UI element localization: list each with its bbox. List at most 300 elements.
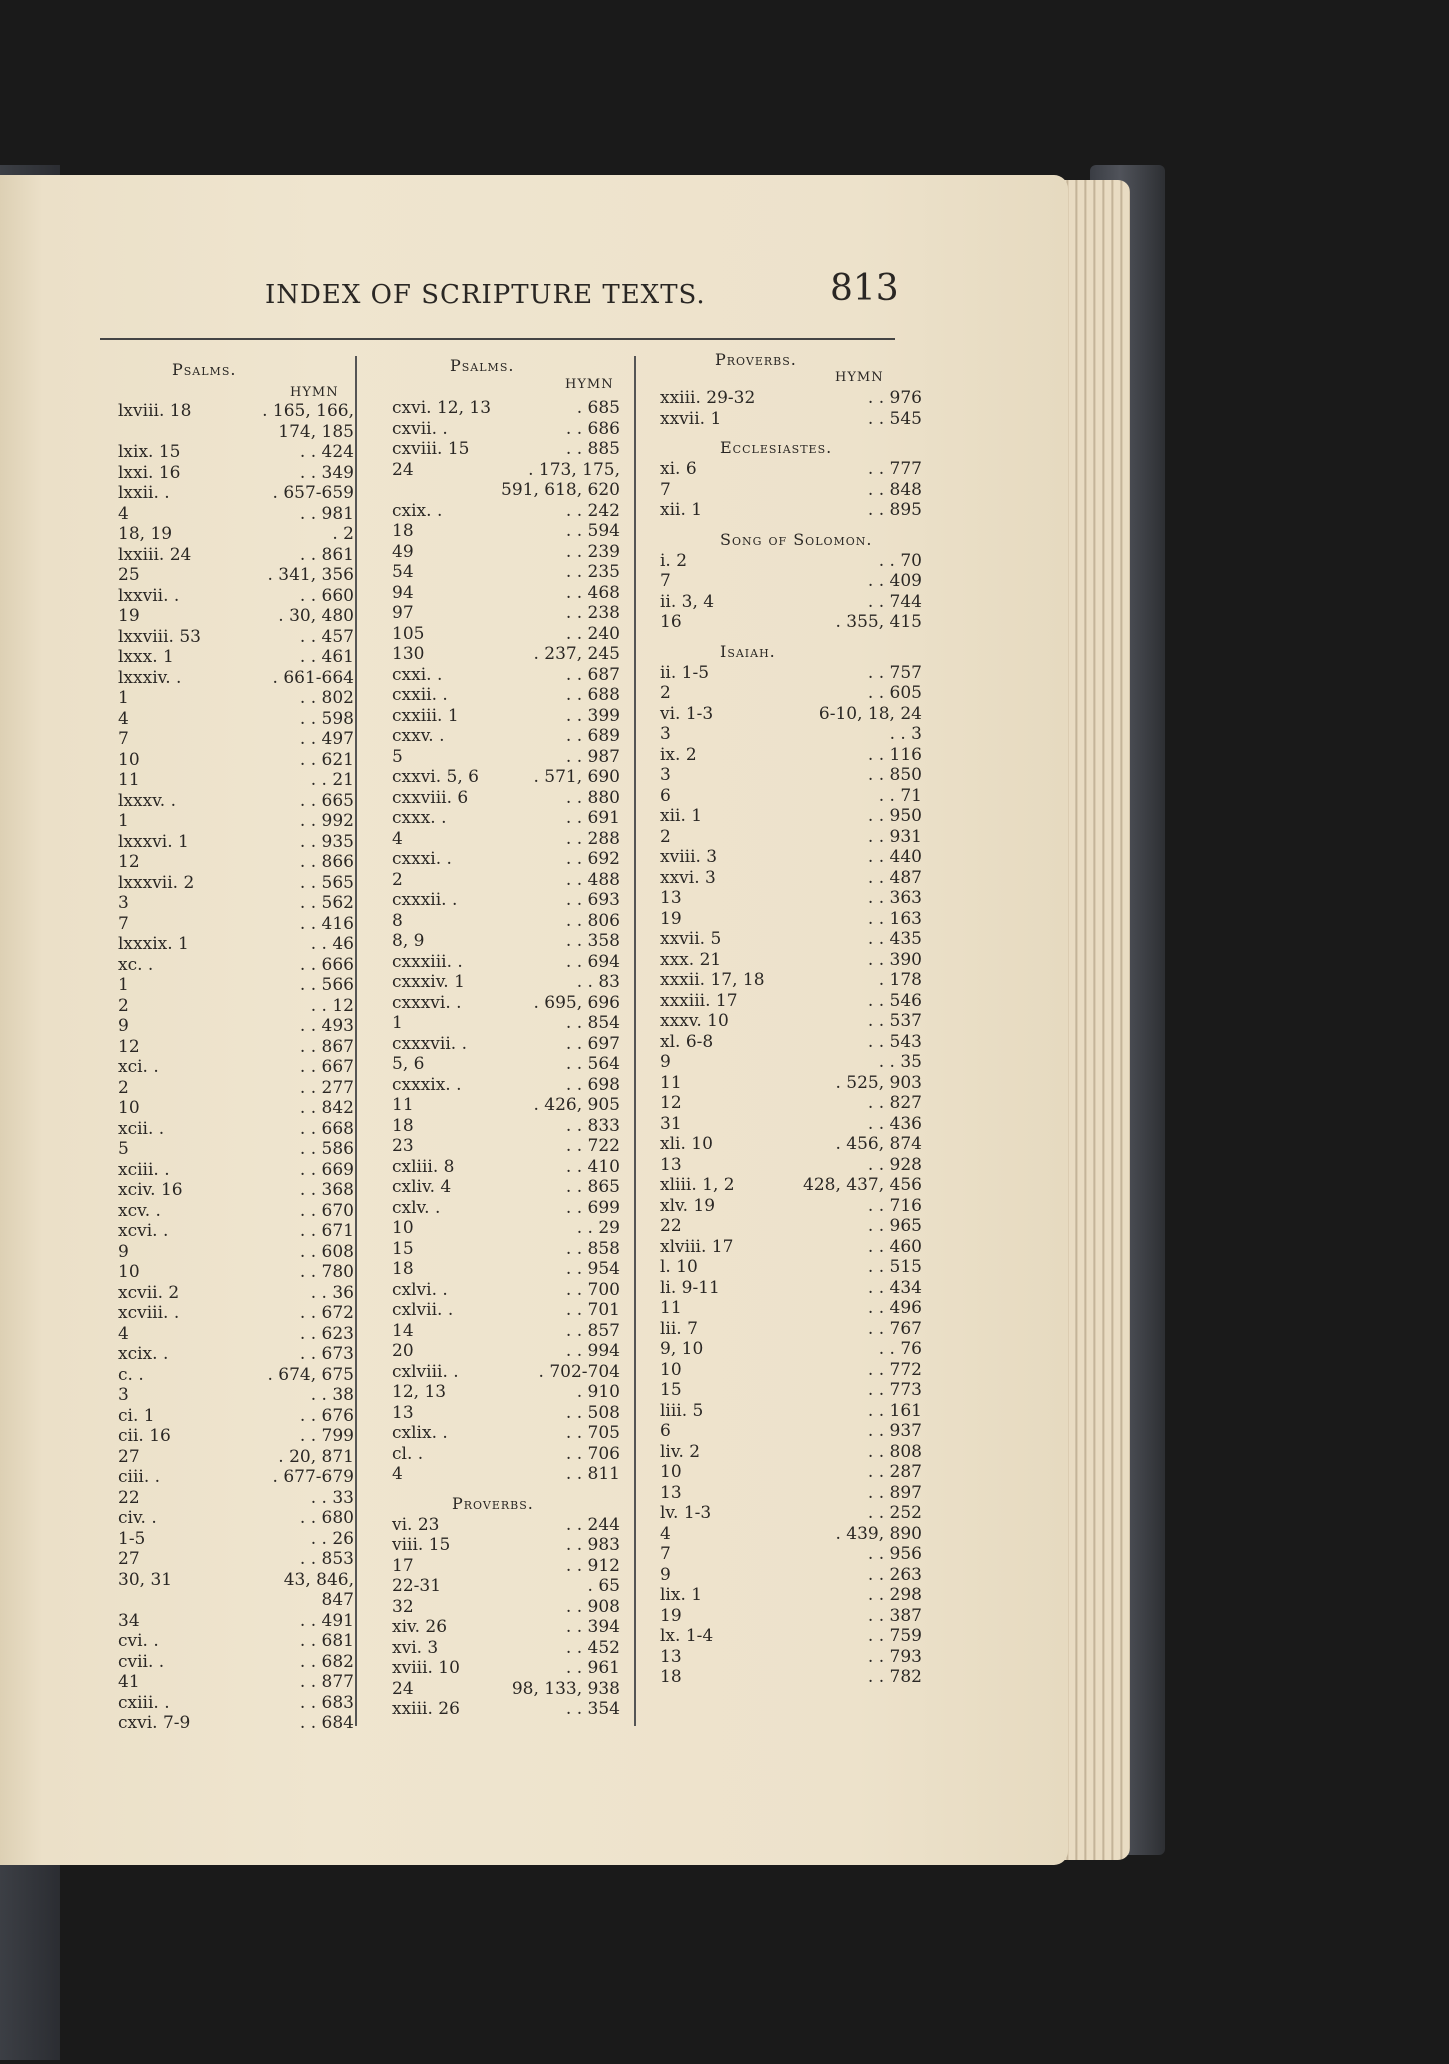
scripture-reference: 12 — [660, 1093, 682, 1113]
hymn-numbers: . . 937 — [867, 1421, 922, 1441]
hymn-numbers: . . 424 — [299, 442, 354, 462]
hymn-numbers: . . 705 — [565, 1423, 620, 1443]
hymn-numbers: . . 676 — [299, 1405, 354, 1426]
index-entry — [660, 592, 922, 613]
scripture-reference: xciii. . — [118, 1159, 170, 1180]
scripture-reference: 12, 13 — [392, 1382, 447, 1402]
scripture-reference: 15 — [392, 1238, 414, 1259]
index-entry — [118, 688, 358, 709]
index-entry — [392, 993, 624, 1014]
hymn-numbers: . . 866 — [299, 852, 354, 872]
scripture-reference: cxviii. 15 — [392, 439, 470, 459]
index-entry — [660, 724, 922, 745]
scripture-reference: 19 — [660, 908, 682, 929]
hymn-numbers: . . 358 — [565, 931, 620, 951]
hymn-numbers: . . 684 — [299, 1713, 354, 1733]
index-entry — [118, 1508, 358, 1529]
index-entry — [118, 1693, 358, 1714]
scripture-reference: 14 — [392, 1320, 414, 1341]
index-entry — [660, 1483, 922, 1504]
scripture-reference: l. 10 — [660, 1257, 698, 1277]
hymn-numbers: . . 564 — [565, 1054, 620, 1074]
scripture-reference: 2 — [118, 1077, 129, 1098]
scripture-reference: 41 — [118, 1672, 140, 1692]
index-entry — [392, 1280, 624, 1301]
scripture-reference: xcvi. . — [118, 1221, 169, 1241]
hymn-numbers: . . 699 — [565, 1197, 620, 1218]
index-entry — [660, 409, 922, 430]
scripture-reference: ci. 1 — [118, 1405, 155, 1426]
scripture-reference: 27 — [118, 1549, 140, 1569]
index-entry — [392, 1617, 624, 1638]
hymn-numbers: . . 854 — [565, 1013, 620, 1033]
hymn-numbers: . . 759 — [867, 1626, 922, 1646]
index-entry — [118, 1324, 358, 1345]
hymn-numbers: . . 116 — [867, 744, 922, 765]
scripture-reference: lxxvii. . — [118, 585, 180, 606]
scripture-reference: 3 — [118, 893, 129, 913]
hymn-numbers: . . 35 — [878, 1052, 922, 1072]
scripture-reference: 25 — [118, 565, 140, 585]
index-entry — [392, 1198, 624, 1219]
index-entry — [660, 1339, 922, 1360]
hymn-numbers: . . 161 — [867, 1400, 922, 1421]
section-heading-text: Ecclesiastes. — [720, 438, 833, 457]
hymn-numbers: . . 546 — [867, 990, 922, 1011]
scripture-reference: 18 — [392, 521, 414, 541]
scripture-reference: 22-31 — [392, 1576, 442, 1596]
hymn-numbers: . . 298 — [867, 1585, 922, 1605]
scripture-reference: cxxxiv. 1 — [392, 972, 465, 992]
hymn-numbers: . . 21 — [310, 770, 354, 790]
scripture-reference: xviii. 3 — [660, 847, 718, 867]
index-entry — [118, 606, 358, 627]
hymn-numbers: . 426, 905 — [533, 1095, 620, 1115]
hymn-numbers: . . 390 — [867, 949, 922, 970]
index-entry — [118, 975, 358, 996]
index-entry — [392, 1464, 624, 1485]
hymn-numbers: . 178 — [878, 970, 922, 990]
scripture-reference: 4 — [392, 828, 403, 849]
scripture-reference: 9 — [660, 1052, 671, 1072]
hymn-numbers: . . 744 — [867, 591, 922, 612]
hymn-numbers: . . 865 — [565, 1177, 620, 1197]
index-entry — [660, 612, 922, 633]
hymn-numbers: 43, 846, — [283, 1569, 354, 1590]
hymn-numbers: . . 681 — [299, 1631, 354, 1651]
scripture-reference: xcvii. 2 — [118, 1282, 180, 1303]
scripture-reference: 2 — [118, 995, 129, 1016]
hymn-numbers: . . 608 — [299, 1241, 354, 1262]
index-entry — [392, 1699, 624, 1720]
scripture-reference: cxxxix. . — [392, 1074, 462, 1095]
scripture-reference: cxxv. . — [392, 726, 445, 746]
scripture-reference: xciv. 16 — [118, 1180, 183, 1200]
column-2-entries — [392, 398, 624, 1720]
hymn-numbers: 847 — [321, 1590, 354, 1610]
index-entry — [118, 1611, 358, 1632]
scripture-reference: ciii. . — [118, 1467, 161, 1487]
hymn-numbers: . . 288 — [565, 828, 620, 849]
hymn-numbers: . . 833 — [565, 1115, 620, 1136]
index-entry — [118, 1365, 358, 1386]
index-entry — [392, 419, 624, 440]
hymn-numbers: . . 806 — [565, 910, 620, 931]
hymn-numbers: . . 691 — [565, 808, 620, 828]
scripture-reference: 10 — [118, 1098, 140, 1118]
hymn-numbers: . . 850 — [867, 765, 922, 785]
scripture-reference: 7 — [660, 571, 671, 591]
hymn-numbers: . . 508 — [565, 1402, 620, 1423]
scripture-reference: 10 — [118, 1262, 140, 1282]
index-entry — [392, 1034, 624, 1055]
index-entry — [660, 1196, 922, 1217]
hymn-numbers: . . 961 — [565, 1658, 620, 1678]
hymn-numbers: . 661-664 — [272, 667, 354, 688]
scripture-reference: 22 — [118, 1487, 140, 1508]
hymn-numbers: . . 688 — [565, 685, 620, 705]
index-entry — [118, 565, 358, 586]
index-entry — [660, 1462, 922, 1483]
scripture-reference: viii. 15 — [392, 1535, 451, 1555]
hymn-numbers: . 525, 903 — [835, 1072, 922, 1093]
scripture-reference: 13 — [660, 1154, 682, 1175]
index-entry — [660, 704, 922, 725]
scripture-reference: xli. 10 — [660, 1134, 713, 1154]
hymn-numbers: . . 287 — [867, 1462, 922, 1482]
hymn-numbers: . . 722 — [565, 1136, 620, 1156]
hymn-numbers: . 439, 890 — [835, 1523, 922, 1544]
index-entry — [118, 1057, 358, 1078]
index-entry — [660, 551, 922, 572]
hymn-numbers: . . 667 — [299, 1057, 354, 1077]
scripture-reference: cii. 16 — [118, 1426, 171, 1446]
section-heading — [660, 429, 922, 459]
index-entry — [392, 1157, 624, 1178]
scripture-reference: xxxiii. 17 — [660, 990, 738, 1011]
scripture-reference: lxxxvi. 1 — [118, 831, 189, 852]
hymn-numbers: . . 491 — [299, 1610, 354, 1631]
index-entry — [392, 1382, 624, 1403]
column-2-title: Psalms. — [450, 356, 515, 375]
hymn-numbers: . . 895 — [867, 500, 922, 520]
scripture-reference: 13 — [660, 1646, 682, 1667]
index-entry — [118, 401, 358, 422]
index-entry — [660, 500, 922, 521]
index-entry — [660, 1544, 922, 1565]
hymn-numbers: . . 436 — [867, 1113, 922, 1134]
index-entry — [392, 624, 624, 645]
hymn-numbers: . . 811 — [565, 1464, 620, 1484]
scripture-reference: cxlv. . — [392, 1197, 441, 1218]
scripture-reference: xii. 1 — [660, 806, 703, 826]
scripture-reference: lv. 1-3 — [660, 1503, 712, 1523]
index-entry — [392, 562, 624, 583]
scripture-reference: xii. 1 — [660, 500, 703, 520]
index-entry — [660, 1667, 922, 1688]
hymn-numbers: . . 976 — [867, 388, 922, 408]
scripture-reference: cxxxvii. . — [392, 1033, 467, 1054]
index-entry — [660, 847, 922, 868]
scripture-reference: 49 — [392, 541, 414, 562]
scripture-reference: cxliv. 4 — [392, 1177, 452, 1197]
scripture-reference: 23 — [392, 1136, 414, 1156]
index-entry — [118, 524, 358, 545]
index-entry — [660, 1073, 922, 1094]
index-entry — [118, 770, 358, 791]
index-entry — [392, 542, 624, 563]
index-entry — [118, 1016, 358, 1037]
index-entry — [660, 970, 922, 991]
hymn-numbers: . . 238 — [565, 603, 620, 623]
index-entry — [392, 1556, 624, 1577]
hymn-numbers: . 674, 675 — [267, 1364, 354, 1385]
scripture-reference: cxxx. . — [392, 808, 447, 828]
scripture-reference: 31 — [660, 1113, 682, 1134]
section-heading — [660, 633, 922, 663]
hymn-numbers: . 456, 874 — [835, 1134, 922, 1154]
scripture-reference: lxxiii. 24 — [118, 544, 192, 565]
hymn-numbers: . . 410 — [565, 1156, 620, 1177]
scripture-reference: lxxi. 16 — [118, 462, 181, 483]
scripture-reference: cxxxi. . — [392, 849, 452, 869]
scripture-reference: 18, 19 — [118, 524, 173, 544]
hymn-numbers: . . 537 — [867, 1011, 922, 1031]
scripture-reference: cxxxii. . — [392, 890, 458, 910]
index-entry — [660, 571, 922, 592]
index-entry — [660, 1032, 922, 1053]
hymn-numbers: . . 29 — [576, 1218, 620, 1238]
scripture-reference: 8, 9 — [392, 931, 425, 951]
index-entry — [660, 806, 922, 827]
scripture-reference: lxxviii. 53 — [118, 626, 201, 647]
scripture-reference: 2 — [392, 869, 403, 890]
hymn-numbers: . 702-704 — [538, 1361, 620, 1382]
scripture-reference: cxxxiii. . — [392, 951, 463, 972]
index-entry — [118, 832, 358, 853]
index-entry — [118, 442, 358, 463]
hymn-numbers: . . 543 — [867, 1031, 922, 1052]
index-entry — [660, 1134, 922, 1155]
hymn-numbers: . . 981 — [299, 503, 354, 524]
scripture-reference: 15 — [660, 1380, 682, 1400]
index-entry — [118, 463, 358, 484]
hymn-numbers: . 355, 415 — [835, 612, 922, 632]
scripture-reference: i. 2 — [660, 550, 688, 571]
index-entry — [660, 663, 922, 684]
hymn-numbers: . . 782 — [867, 1667, 922, 1687]
index-entry — [118, 1385, 358, 1406]
scripture-reference: 13 — [392, 1402, 414, 1423]
index-entry — [392, 890, 624, 911]
hymn-numbers: . . 802 — [299, 688, 354, 708]
hymn-numbers: . . 698 — [565, 1074, 620, 1095]
scripture-reference: liv. 2 — [660, 1441, 701, 1462]
scripture-reference: vi. 23 — [392, 1514, 440, 1535]
index-entry — [660, 1011, 922, 1032]
index-entry — [660, 1647, 922, 1668]
index-entry — [660, 929, 922, 950]
hymn-numbers: . . 716 — [867, 1195, 922, 1216]
index-entry — [660, 1565, 922, 1586]
hymn-numbers: . 30, 480 — [278, 606, 354, 626]
scripture-reference: lix. 1 — [660, 1585, 703, 1605]
scripture-reference: 16 — [660, 612, 682, 632]
index-entry — [118, 996, 358, 1017]
scripture-reference: 1-5 — [118, 1528, 146, 1549]
index-entry — [118, 1262, 358, 1283]
hymn-numbers: . 571, 690 — [533, 767, 620, 787]
hymn-numbers: . . 692 — [565, 849, 620, 869]
scripture-reference: 4 — [392, 1464, 403, 1484]
index-entry — [118, 709, 358, 730]
index-entry — [660, 1175, 922, 1196]
scripture-reference: lxxxv. . — [118, 790, 176, 811]
index-entry — [392, 1177, 624, 1198]
hymn-numbers: . . 562 — [299, 893, 354, 913]
index-entry — [660, 1360, 922, 1381]
scripture-reference: 105 — [392, 623, 425, 644]
scripture-reference: lxxii. . — [118, 483, 170, 503]
scripture-reference: lxviii. 18 — [118, 401, 192, 421]
scripture-reference: cxlvii. . — [392, 1300, 454, 1320]
scripture-reference: xcii. . — [118, 1118, 165, 1139]
hymn-numbers: . . 349 — [299, 462, 354, 483]
index-entry — [118, 1406, 358, 1427]
index-entry — [392, 911, 624, 932]
hymn-numbers: 591, 618, 620 — [501, 480, 620, 500]
index-entry — [118, 1652, 358, 1673]
scripture-reference: xxvi. 3 — [660, 867, 716, 888]
scripture-reference: civ. . — [118, 1508, 157, 1528]
hymn-numbers: . . 808 — [867, 1441, 922, 1462]
hymn-numbers: . . 394 — [565, 1617, 620, 1637]
hymn-numbers: . . 853 — [299, 1549, 354, 1569]
index-entry — [660, 1421, 922, 1442]
scripture-reference: xci. . — [118, 1057, 159, 1077]
header-rule — [100, 338, 895, 340]
hymn-numbers: . 20, 871 — [278, 1446, 354, 1467]
index-entry — [392, 788, 624, 809]
index-entry — [118, 1078, 358, 1099]
scripture-reference: cxlix. . — [392, 1423, 448, 1443]
index-entry — [660, 827, 922, 848]
scripture-reference: cxlvi. . — [392, 1279, 448, 1300]
hymn-numbers: . . 242 — [565, 500, 620, 521]
hymn-numbers: . . 671 — [299, 1221, 354, 1241]
scripture-reference: xxvii. 5 — [660, 929, 722, 949]
scripture-reference: 17 — [392, 1555, 414, 1576]
index-entry — [118, 1570, 358, 1591]
scripture-reference: 10 — [392, 1218, 414, 1238]
scripture-reference: c. . — [118, 1364, 144, 1385]
scripture-reference: 1 — [118, 688, 129, 708]
scripture-reference: 19 — [660, 1605, 682, 1626]
scripture-reference: 18 — [392, 1115, 414, 1136]
hymn-numbers: . . 987 — [565, 746, 620, 767]
scripture-reference: xcv. . — [118, 1200, 161, 1221]
index-entry — [118, 647, 358, 668]
index-entry — [392, 644, 624, 665]
hymn-numbers: . . 931 — [867, 826, 922, 847]
hymn-numbers: . . 668 — [299, 1118, 354, 1139]
hymn-numbers: . . 848 — [867, 479, 922, 500]
scripture-reference: 2 — [660, 683, 671, 703]
hymn-numbers: . . 928 — [867, 1154, 922, 1175]
hymn-numbers: . . 354 — [565, 1699, 620, 1719]
hymn-numbers: . . 496 — [867, 1298, 922, 1318]
index-entry — [118, 1488, 358, 1509]
index-entry — [392, 685, 624, 706]
hymn-numbers: . . 387 — [867, 1605, 922, 1626]
scripture-reference: xxvii. 1 — [660, 408, 722, 429]
index-entry — [118, 483, 358, 504]
hymn-numbers: 98, 133, 938 — [511, 1678, 620, 1699]
index-entry — [392, 1013, 624, 1034]
index-entry — [392, 439, 624, 460]
hymn-numbers: . . 440 — [867, 847, 922, 867]
scripture-reference: vi. 1-3 — [660, 703, 714, 724]
scripture-reference: 9 — [118, 1241, 129, 1262]
scripture-reference: lxxxiv. . — [118, 667, 182, 688]
index-entry — [392, 952, 624, 973]
scripture-reference: xiv. 26 — [392, 1617, 448, 1637]
index-entry — [392, 1423, 624, 1444]
running-head: INDEX OF SCRIPTURE TEXTS. — [265, 280, 706, 310]
hymn-numbers: . . 686 — [565, 418, 620, 439]
hymn-numbers: . 237, 245 — [533, 644, 620, 664]
index-entry — [660, 1401, 922, 1422]
hymn-numbers: . . 780 — [299, 1262, 354, 1282]
index-entry — [660, 1298, 922, 1319]
scripture-reference: xxxv. 10 — [660, 1011, 729, 1031]
hymn-numbers: . . 452 — [565, 1637, 620, 1658]
index-entry — [118, 873, 358, 894]
scripture-reference: cxxvi. 5, 6 — [392, 767, 479, 787]
hymn-numbers: 6-10, 18, 24 — [818, 703, 922, 724]
scripture-reference: lxxxvii. 2 — [118, 872, 195, 893]
scripture-reference: 4 — [118, 708, 129, 729]
scripture-reference: xvi. 3 — [392, 1637, 439, 1658]
hymn-numbers: . . 36 — [310, 1282, 354, 1303]
column-3-title: Proverbs. — [715, 350, 797, 369]
index-entry — [392, 1259, 624, 1280]
index-entry — [392, 603, 624, 624]
scripture-reference: cxvi. 12, 13 — [392, 398, 492, 418]
index-entry — [660, 765, 922, 786]
scripture-reference: cvi. . — [118, 1631, 159, 1651]
index-entry — [392, 1679, 624, 1700]
scripture-reference: xcix. . — [118, 1344, 169, 1364]
scripture-reference: 4 — [118, 1323, 129, 1344]
scripture-reference: 12 — [118, 852, 140, 872]
scripture-reference: 10 — [118, 749, 140, 770]
column-1-title: Psalms. — [172, 360, 237, 379]
hymn-numbers: . . 598 — [299, 708, 354, 729]
hymn-numbers: . . 912 — [565, 1555, 620, 1576]
index-entry — [118, 1590, 358, 1611]
index-entry — [392, 808, 624, 829]
index-entry — [392, 501, 624, 522]
hymn-numbers: . . 33 — [310, 1487, 354, 1508]
scripture-reference: 10 — [660, 1462, 682, 1482]
hymn-numbers: . . 994 — [565, 1341, 620, 1361]
scripture-reference: 11 — [392, 1095, 414, 1115]
index-entry — [392, 1136, 624, 1157]
index-entry — [660, 1216, 922, 1237]
scripture-reference: 7 — [660, 1544, 671, 1564]
scripture-reference: 130 — [392, 644, 425, 664]
